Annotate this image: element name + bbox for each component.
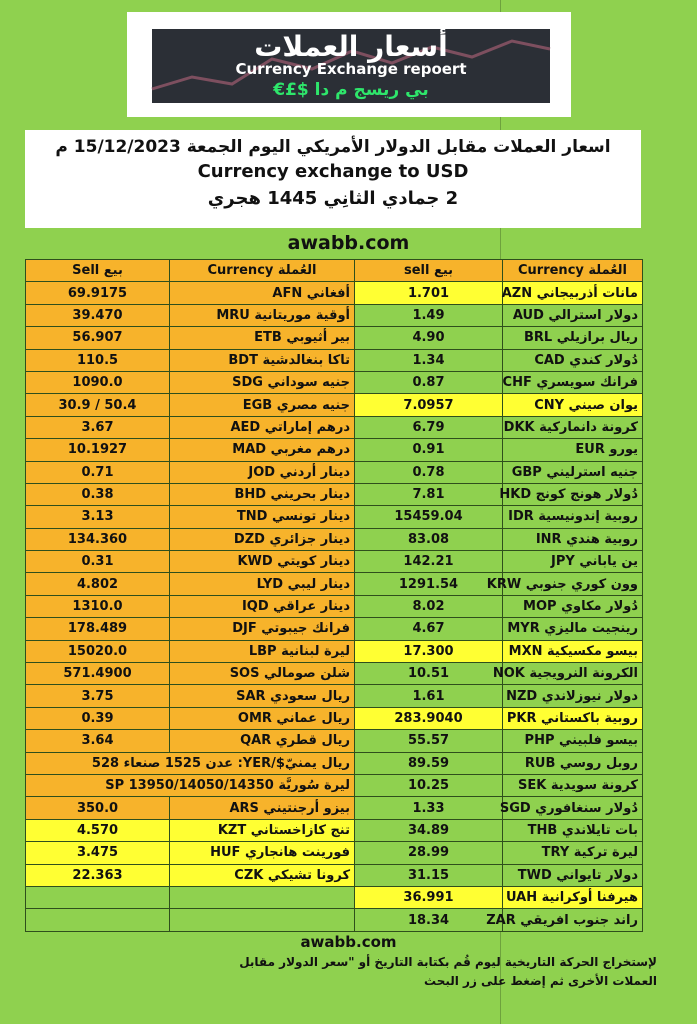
right-currency-cell: يورو EUR (503, 439, 643, 461)
right-sell-cell: 1.33 (355, 797, 503, 819)
right-sell-cell: 283.9040 (355, 707, 503, 729)
left-sell-cell: 3.67 (26, 416, 170, 438)
right-sell-cell: 0.87 (355, 371, 503, 393)
left-currency-cell: درهم مغربي MAD (170, 439, 355, 461)
table-row (26, 819, 643, 841)
left-sell-cell (26, 886, 170, 908)
left-sell-cell: 39.470 (26, 304, 170, 326)
right-sell-cell: 0.78 (355, 461, 503, 483)
right-sell-cell: 142.21 (355, 551, 503, 573)
left-currency-cell: أفغاني AFN (170, 282, 355, 304)
right-sell-cell: 4.90 (355, 327, 503, 349)
right-currency-cell: كرونة سويدية SEK (503, 774, 643, 796)
header-sell-right: بيع sell (355, 260, 503, 282)
left-currency-cell: تنج كازاخستاني KZT (170, 819, 355, 841)
right-sell-cell: 10.25 (355, 774, 503, 796)
title-line-hijri: 2 جمادي الثانِي 1445 هجري (207, 188, 459, 209)
left-currency-cell: ريال يمنيّ$/YER: عدن 1525 صنعاء 528 (26, 752, 355, 774)
left-currency-cell: دينار بحريني BHD (170, 483, 355, 505)
left-currency-cell (170, 909, 355, 931)
left-currency-cell: فورينت هانجاري HUF (170, 842, 355, 864)
right-sell-cell: 1.701 (355, 282, 503, 304)
table-row (26, 416, 643, 438)
left-sell-cell: 3.64 (26, 730, 170, 752)
left-sell-cell: 178.489 (26, 618, 170, 640)
right-currency-cell: دُولار سنغافوري SGD (503, 797, 643, 819)
left-currency-cell: دينار تونسي TND (170, 506, 355, 528)
right-currency-cell: روبل روسي RUB (503, 752, 643, 774)
right-currency-cell: رينجيت ماليزي MYR (503, 618, 643, 640)
right-sell-cell: 1.61 (355, 685, 503, 707)
right-currency-cell: ين ياباني JPY (503, 551, 643, 573)
left-sell-cell: 3.75 (26, 685, 170, 707)
table-row (26, 304, 643, 326)
table-row (26, 595, 643, 617)
left-sell-cell: 30.9 / 50.4 (26, 394, 170, 416)
left-currency-cell: ليرة سُوريَّة SP 13950/14050/14350 (26, 774, 355, 796)
table-row (26, 349, 643, 371)
header-currency-right: العُملة Currency (503, 260, 643, 282)
right-currency-cell: دولار استرالي AUD (503, 304, 643, 326)
right-sell-cell: 18.34 (355, 909, 503, 931)
left-currency-cell: شلن صومالي SOS (170, 663, 355, 685)
table-row (26, 551, 643, 573)
right-sell-cell: 89.59 (355, 752, 503, 774)
right-sell-cell: 7.81 (355, 483, 503, 505)
left-sell-cell: 3.475 (26, 842, 170, 864)
right-currency-cell: ريال برازيلي BRL (503, 327, 643, 349)
right-currency-cell: روبية إندونيسية IDR (503, 506, 643, 528)
left-sell-cell: 571.4900 (26, 663, 170, 685)
logo-title-en: Currency Exchange repoert (235, 60, 467, 78)
right-currency-cell: دولار نيوزلاندي NZD (503, 685, 643, 707)
site-link-top[interactable]: awabb.com (287, 232, 410, 254)
logo-symbols: بي ريسج م دا $£€ (273, 80, 429, 100)
table-row (26, 282, 643, 304)
right-currency-cell: ليرة تركية TRY (503, 842, 643, 864)
table-row (26, 774, 643, 796)
right-currency-cell: روبية باكستاني PKR (503, 707, 643, 729)
left-sell-cell: 10.1927 (26, 439, 170, 461)
right-currency-cell: كرونة دانماركية DKK (503, 416, 643, 438)
right-currency-cell: هيرفنا أوكرانية UAH (503, 886, 643, 908)
footer-note: لإستخراج الحركة التاريخية ليوم قُم بكتابة التاريخ أو "سعر الدولار مقابل العملات الأخرى ثم إضغط على زر البحث (239, 955, 657, 988)
left-sell-cell: 56.907 (26, 327, 170, 349)
right-currency-cell: مانات أذربيجاني AZN (503, 282, 643, 304)
left-sell-cell: 4.570 (26, 819, 170, 841)
left-currency-cell: جنيه سوداني SDG (170, 371, 355, 393)
right-currency-cell: يوان صيني CNY (503, 394, 643, 416)
right-currency-cell: روبية هندي INR (503, 528, 643, 550)
right-sell-cell: 8.02 (355, 595, 503, 617)
table-row (26, 327, 643, 349)
left-currency-cell: بيزو أرجنتيني ARS (170, 797, 355, 819)
left-currency-cell: دينار جزائري DZD (170, 528, 355, 550)
right-sell-cell: 83.08 (355, 528, 503, 550)
table-row (26, 461, 643, 483)
table-row (26, 707, 643, 729)
left-currency-cell: ريال سعودي SAR (170, 685, 355, 707)
left-sell-cell: 134.360 (26, 528, 170, 550)
right-sell-cell: 1291.54 (355, 573, 503, 595)
right-sell-cell: 1.34 (355, 349, 503, 371)
right-sell-cell: 31.15 (355, 864, 503, 886)
table-row (26, 394, 643, 416)
left-currency-cell: دينار أردني JOD (170, 461, 355, 483)
left-sell-cell: 69.9175 (26, 282, 170, 304)
header-sell-left: بيع Sell (26, 260, 170, 282)
title-line-en: Currency exchange to USD (197, 161, 469, 182)
table-row (26, 842, 643, 864)
left-currency-cell: ريال قطري QAR (170, 730, 355, 752)
left-sell-cell: 350.0 (26, 797, 170, 819)
right-currency-cell: وون كوري جنوبي KRW (503, 573, 643, 595)
left-currency-cell: دينار عراقي IQD (170, 595, 355, 617)
right-sell-cell: 0.91 (355, 439, 503, 461)
table-row (26, 506, 643, 528)
table-row (26, 640, 643, 662)
header-currency-left: العُملة Currency (170, 260, 355, 282)
table-row (26, 909, 643, 931)
right-currency-cell: دُولار هونج كونج HKD (503, 483, 643, 505)
title-box (25, 130, 641, 228)
left-currency-cell: أوقية موريتانية MRU (170, 304, 355, 326)
right-sell-cell: 36.991 (355, 886, 503, 908)
table-row (26, 685, 643, 707)
left-sell-cell: 1310.0 (26, 595, 170, 617)
left-currency-cell (170, 886, 355, 908)
left-currency-cell: دينار ليبي LYD (170, 573, 355, 595)
left-currency-cell: درهم إماراتي AED (170, 416, 355, 438)
table-row (26, 528, 643, 550)
right-currency-cell: فرانك سويسري CHF (503, 371, 643, 393)
right-currency-cell: دُولار مكاوي MOP (503, 595, 643, 617)
left-sell-cell: 4.802 (26, 573, 170, 595)
table-row (26, 797, 643, 819)
logo-card (127, 12, 571, 117)
right-currency-cell: الكرونة النرويجية NOK (503, 663, 643, 685)
left-sell-cell: 0.71 (26, 461, 170, 483)
table-row (26, 439, 643, 461)
table-row (26, 663, 643, 685)
table-row (26, 618, 643, 640)
right-sell-cell: 34.89 (355, 819, 503, 841)
left-currency-cell: فرانك جيبوتي DJF (170, 618, 355, 640)
table-row (26, 864, 643, 886)
right-sell-cell: 6.79 (355, 416, 503, 438)
left-sell-cell: 1090.0 (26, 371, 170, 393)
logo-banner (152, 29, 550, 103)
left-currency-cell: ليرة لبنانية LBP (170, 640, 355, 662)
right-currency-cell: راند جنوب افريقي ZAR (503, 909, 643, 931)
title-line-date: اسعار العملات مقابل الدولار الأمريكي اليوم الجمعة 15/12/2023 م (55, 137, 611, 157)
left-currency-cell: جنيه مصري EGB (170, 394, 355, 416)
table-header-row (26, 260, 643, 282)
left-currency-cell: تاكا بنغالدشية BDT (170, 349, 355, 371)
left-sell-cell: 0.39 (26, 707, 170, 729)
right-sell-cell: 4.67 (355, 618, 503, 640)
left-sell-cell: 0.38 (26, 483, 170, 505)
right-sell-cell: 55.57 (355, 730, 503, 752)
table-row (26, 886, 643, 908)
right-sell-cell: 10.51 (355, 663, 503, 685)
table-row (26, 752, 643, 774)
rates-table (25, 259, 643, 932)
left-sell-cell: 0.31 (26, 551, 170, 573)
table-row (26, 573, 643, 595)
site-link-bottom[interactable]: awabb.com (300, 933, 397, 951)
left-sell-cell (26, 909, 170, 931)
logo-title-ar: أسعار العملات (254, 30, 448, 63)
right-sell-cell: 1.49 (355, 304, 503, 326)
right-currency-cell: دُولار كندي CAD (503, 349, 643, 371)
left-sell-cell: 110.5 (26, 349, 170, 371)
table-row (26, 483, 643, 505)
left-currency-cell: دينار كويتي KWD (170, 551, 355, 573)
right-currency-cell: دولار تايواني TWD (503, 864, 643, 886)
right-sell-cell: 7.0957 (355, 394, 503, 416)
table-row (26, 371, 643, 393)
right-currency-cell: بيسو مكسيكية MXN (503, 640, 643, 662)
left-sell-cell: 15020.0 (26, 640, 170, 662)
right-sell-cell: 28.99 (355, 842, 503, 864)
right-currency-cell: بيسو فلبيني PHP (503, 730, 643, 752)
right-sell-cell: 15459.04 (355, 506, 503, 528)
left-sell-cell: 22.363 (26, 864, 170, 886)
left-currency-cell: كرونا تشيكي CZK (170, 864, 355, 886)
left-sell-cell: 3.13 (26, 506, 170, 528)
right-sell-cell: 17.300 (355, 640, 503, 662)
table-row (26, 730, 643, 752)
left-currency-cell: ريال عماني OMR (170, 707, 355, 729)
left-currency-cell: بير أثيوبي ETB (170, 327, 355, 349)
right-currency-cell: جنيه استرليني GBP (503, 461, 643, 483)
right-currency-cell: بات تايلاندي THB (503, 819, 643, 841)
